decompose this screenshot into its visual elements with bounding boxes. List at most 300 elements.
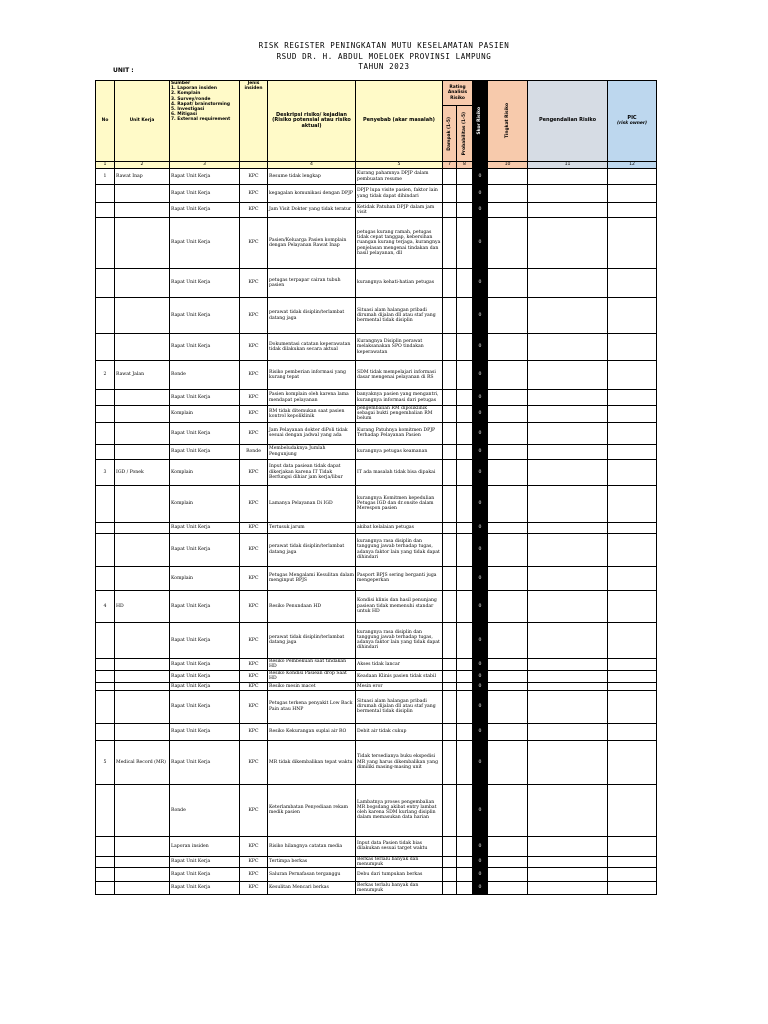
row-unit-kerja [115,334,170,361]
risk-register-table [95,80,657,895]
row-pengendalian [528,723,608,740]
row-probabilitas [457,533,473,566]
row-sumber: Komplain [170,566,240,590]
row-sumber: Rapat Unit Kerja [170,868,240,882]
row-sumber: Rapat Unit Kerja [170,185,240,203]
row-pic [608,682,657,690]
row-no [96,533,115,566]
row-skor: 0 [473,882,488,895]
row-sumber: Rapat Unit Kerja [170,682,240,690]
row-dampak [443,298,457,334]
row-dampak [443,485,457,522]
column-number-cell [240,162,268,169]
row-pic [608,670,657,682]
row-sumber: Ronde [170,361,240,390]
row-tingkat [488,485,528,522]
table-row [96,566,657,590]
row-pic [608,203,657,218]
row-jenis-insiden: KPC [240,740,268,784]
row-pengendalian [528,485,608,522]
row-unit-kerja [115,690,170,723]
row-pengendalian [528,740,608,784]
row-pic [608,444,657,459]
row-jenis-insiden: KPC [240,622,268,658]
row-jenis-insiden: KPC [240,670,268,682]
row-pengendalian [528,522,608,533]
row-sumber: Rapat Unit Kerja [170,658,240,670]
row-tingkat [488,218,528,269]
column-number-cell: 7 [443,162,457,169]
header-skor: Skor Risiko [473,81,488,162]
row-jenis-insiden: KPC [240,566,268,590]
header-jenis-insiden: Jenis insiden [240,81,268,162]
header-rating: Rating Analisis Risiko [443,81,473,106]
row-jenis-insiden: KPC [240,690,268,723]
row-pengendalian [528,361,608,390]
row-sumber: Rapat Unit Kerja [170,533,240,566]
row-unit-kerja [115,658,170,670]
row-sumber: Rapat Unit Kerja [170,422,240,444]
row-tingkat [488,422,528,444]
row-deskripsi: Jam Pelayanan dokter diPoli tidak sesuai dengan jadwal yang ada [268,422,356,444]
row-tingkat [488,566,528,590]
row-pengendalian [528,566,608,590]
row-pengendalian [528,784,608,836]
row-jenis-insiden: KPC [240,218,268,269]
row-dampak [443,784,457,836]
row-sumber: Rapat Unit Kerja [170,298,240,334]
column-number-cell: 4 [268,162,356,169]
row-penyebab: Input data Pasien tidak bias dilakukan sesuai target waktu [356,836,443,856]
row-unit-kerja [115,533,170,566]
row-sumber: Rapat Unit Kerja [170,856,240,867]
row-skor: 0 [473,444,488,459]
row-deskripsi: Membeludaknya Jumlah Pengunjung [268,444,356,459]
row-probabilitas [457,522,473,533]
row-no [96,868,115,882]
row-probabilitas [457,784,473,836]
row-no [96,836,115,856]
row-penyebab: kurangnya Komitmen kepedulian Petugas IGD dan dr.onsite dalam Merespon pasien [356,485,443,522]
row-pengendalian [528,334,608,361]
table-row [96,868,657,882]
row-skor: 0 [473,533,488,566]
row-skor: 0 [473,522,488,533]
row-unit-kerja: Medical Record (MR) [115,740,170,784]
row-pengendalian [528,882,608,895]
table-row [96,533,657,566]
row-dampak [443,590,457,622]
row-jenis-insiden: KPC [240,723,268,740]
row-sumber: Rapat Unit Kerja [170,390,240,406]
row-probabilitas [457,169,473,185]
row-dampak [443,334,457,361]
row-no [96,658,115,670]
row-penyebab: kurangnya petugas keamanan [356,444,443,459]
row-skor: 0 [473,361,488,390]
row-pic [608,522,657,533]
row-skor: 0 [473,622,488,658]
row-pic [608,390,657,406]
row-pengendalian [528,682,608,690]
row-jenis-insiden: KPC [240,533,268,566]
row-pic [608,690,657,723]
row-pengendalian [528,422,608,444]
row-tingkat [488,622,528,658]
row-penyebab: Pasport BPJS sering berganti juga mengeperkan [356,566,443,590]
row-pic [608,422,657,444]
row-pic [608,334,657,361]
row-unit-kerja [115,522,170,533]
row-no [96,334,115,361]
row-skor: 0 [473,269,488,298]
row-unit-kerja: IGD / Ponek [115,459,170,485]
row-unit-kerja [115,723,170,740]
row-no [96,298,115,334]
row-tingkat [488,590,528,622]
row-dampak [443,533,457,566]
row-unit-kerja [115,566,170,590]
row-pengendalian [528,169,608,185]
row-dampak [443,444,457,459]
table-row [96,169,657,185]
row-deskripsi: Resiko mesin macet [268,682,356,690]
row-jenis-insiden: KPC [240,882,268,895]
row-dampak [443,836,457,856]
title-line-1: RISK REGISTER PENINGKATAN MUTU KESELAMATAN PASIEN [258,41,510,50]
row-dampak [443,422,457,444]
row-penyebab: Keadaan Klinis pasien tidak stabil [356,670,443,682]
row-no [96,406,115,423]
row-unit-kerja [115,406,170,423]
row-no [96,690,115,723]
row-sumber: Rapat Unit Kerja [170,269,240,298]
table-row [96,334,657,361]
row-no [96,485,115,522]
row-tingkat [488,740,528,784]
header-sumber: Sumber 1. Laporan insiden 2. Komplain 3. Survey/ronde 4. Rapat/ brainstorming 5. Investigasi 6. Mitigasi 7. External requirement [170,81,240,162]
row-penyebab: Akses tidak lancar [356,658,443,670]
row-unit-kerja: Rawat Inap [115,169,170,185]
table-row [96,269,657,298]
row-probabilitas [457,485,473,522]
row-sumber: Rapat Unit Kerja [170,522,240,533]
row-skor: 0 [473,690,488,723]
row-no [96,784,115,836]
row-no [96,622,115,658]
row-tingkat [488,298,528,334]
row-sumber: Laporan insiden [170,836,240,856]
row-tingkat [488,390,528,406]
table-row [96,882,657,895]
row-no [96,566,115,590]
row-tingkat [488,406,528,423]
row-jenis-insiden: KPC [240,422,268,444]
table-row [96,740,657,784]
row-dampak [443,361,457,390]
row-unit-kerja: HD [115,590,170,622]
row-skor: 0 [473,856,488,867]
row-pic [608,218,657,269]
row-jenis-insiden: Ronde [240,444,268,459]
row-tingkat [488,169,528,185]
row-jenis-insiden: KPC [240,682,268,690]
row-sumber: Komplain [170,406,240,423]
row-dampak [443,622,457,658]
row-unit-kerja [115,444,170,459]
column-number-cell: 3 [170,162,240,169]
row-tingkat [488,459,528,485]
table-row [96,670,657,682]
row-penyebab: kurangnya rasa disiplin dan tanggung jawab terhadap tugas, adanya faktor lain yang tidak dapat dihindari [356,622,443,658]
row-skor: 0 [473,670,488,682]
column-number-row [96,162,657,169]
row-pic [608,169,657,185]
row-skor: 0 [473,868,488,882]
row-deskripsi: Kesulitan Mencari berkas [268,882,356,895]
row-tingkat [488,670,528,682]
row-probabilitas [457,690,473,723]
table-row [96,485,657,522]
row-probabilitas [457,590,473,622]
row-skor: 0 [473,203,488,218]
row-deskripsi: Tertusuk jarum [268,522,356,533]
row-deskripsi: Saluran Pernafasan terganggu [268,868,356,882]
row-no [96,856,115,867]
row-deskripsi: Pasien komplain oleh karena lama mendapat pelayanan [268,390,356,406]
row-unit-kerja [115,670,170,682]
row-unit-kerja [115,218,170,269]
row-pic [608,723,657,740]
table-row [96,406,657,423]
row-tingkat [488,658,528,670]
row-pic [608,740,657,784]
row-penyebab: Lambatnya proses pengembalian MR bogsdang akibat entry lambat oleh karena SDM kurlang disiplin dalam memasukan data harian [356,784,443,836]
row-no: 4 [96,590,115,622]
row-unit-kerja [115,269,170,298]
row-no [96,882,115,895]
row-skor: 0 [473,740,488,784]
row-probabilitas [457,856,473,867]
row-skor: 0 [473,422,488,444]
row-pengendalian [528,444,608,459]
row-no: 2 [96,361,115,390]
row-dampak [443,682,457,690]
row-deskripsi: perawat tidak disiplin/terlambat datang jaga [268,533,356,566]
column-number-cell: 9 [473,162,488,169]
row-penyebab: Tidak tersedianya buku ekspedisi MR yang harus dikembalikan yang dimiliki masing-masing unit [356,740,443,784]
row-sumber: Rapat Unit Kerja [170,690,240,723]
header-penyebab: Penyebab (akar masalah) [356,81,443,162]
row-probabilitas [457,269,473,298]
row-skor: 0 [473,485,488,522]
row-sumber: Ronde [170,784,240,836]
row-deskripsi: Resume tidak lengkap [268,169,356,185]
row-pengendalian [528,868,608,882]
row-pengendalian [528,203,608,218]
row-sumber: Rapat Unit Kerja [170,203,240,218]
row-dampak [443,658,457,670]
row-jenis-insiden: KPC [240,406,268,423]
table-row [96,522,657,533]
row-skor: 0 [473,836,488,856]
row-tingkat [488,334,528,361]
row-unit-kerja [115,868,170,882]
table-row [96,622,657,658]
row-probabilitas [457,658,473,670]
row-deskripsi: perawat tidak disiplin/terlambat datang jaga [268,622,356,658]
row-deskripsi: Jam Visit Dokter yang tidak teratur [268,203,356,218]
row-pic [608,882,657,895]
row-jenis-insiden: KPC [240,169,268,185]
row-penyebab: akibat kelalaian petugas [356,522,443,533]
row-dampak [443,269,457,298]
row-sumber: Rapat Unit Kerja [170,882,240,895]
row-deskripsi: RM tidak ditemukan saat pasien kontrol kepoliklinik [268,406,356,423]
row-skor: 0 [473,406,488,423]
row-jenis-insiden: KPC [240,590,268,622]
table-row [96,836,657,856]
column-number-cell: 12 [608,162,657,169]
row-sumber: Rapat Unit Kerja [170,444,240,459]
row-unit-kerja [115,856,170,867]
row-skor: 0 [473,169,488,185]
row-penyebab: DPJP lupa visite pasien, faktor lain yang tidak dapat dihindari [356,185,443,203]
row-probabilitas [457,882,473,895]
row-probabilitas [457,868,473,882]
row-jenis-insiden: KPC [240,185,268,203]
row-penyebab: Kurang pahamnya DPJP dalam pembuatan resume [356,169,443,185]
row-pic [608,868,657,882]
row-sumber: Rapat Unit Kerja [170,723,240,740]
row-probabilitas [457,203,473,218]
row-pic [608,566,657,590]
row-no [96,218,115,269]
row-tingkat [488,682,528,690]
row-dampak [443,459,457,485]
row-no [96,203,115,218]
row-probabilitas [457,444,473,459]
row-penyebab: Berkas terlalu banyak dan menumpuk [356,882,443,895]
row-dampak [443,218,457,269]
row-dampak [443,856,457,867]
row-no [96,682,115,690]
row-deskripsi: Petugas Mengalami Kesulitan dalam menginput BPJS [268,566,356,590]
row-probabilitas [457,218,473,269]
row-pengendalian [528,856,608,867]
row-penyebab: banyaknya pasien yang mengantri, kurangnya informasi dari petugas [356,390,443,406]
row-no: 1 [96,169,115,185]
row-pic [608,784,657,836]
row-skor: 0 [473,390,488,406]
row-deskripsi: Risiko pemberian informasi yang kurang tepat [268,361,356,390]
table-row [96,784,657,836]
row-skor: 0 [473,658,488,670]
row-deskripsi: Input data pasiean tidak dapat dikerjakan karena IT Tidak Berfungsi dihiar jam kerja/libur [268,459,356,485]
row-jenis-insiden: KPC [240,298,268,334]
table-row [96,690,657,723]
row-probabilitas [457,390,473,406]
row-tingkat [488,882,528,895]
row-tingkat [488,361,528,390]
row-penyebab: Kurang Patuhnya komitmen DPJP Terhadap Pelayanan Pasien [356,422,443,444]
row-jenis-insiden: KPC [240,334,268,361]
row-dampak [443,566,457,590]
row-tingkat [488,522,528,533]
row-jenis-insiden: KPC [240,856,268,867]
row-jenis-insiden: KPC [240,203,268,218]
header-pengendalian: Pengendalian Risiko [528,81,608,162]
row-probabilitas [457,836,473,856]
column-number-cell: 1 [96,162,115,169]
row-probabilitas [457,682,473,690]
row-unit-kerja [115,422,170,444]
header-tingkat: Tingkat Risiko [488,81,528,162]
column-number-cell: 8 [457,162,473,169]
row-pengendalian [528,390,608,406]
row-pic [608,298,657,334]
row-pic [608,590,657,622]
row-no [96,444,115,459]
row-probabilitas [457,740,473,784]
row-dampak [443,690,457,723]
column-number-cell: 2 [115,162,170,169]
row-tingkat [488,784,528,836]
row-jenis-insiden: KPC [240,658,268,670]
row-sumber: Komplain [170,485,240,522]
row-sumber: Komplain [170,459,240,485]
table-row [96,422,657,444]
row-skor: 0 [473,590,488,622]
unit-label: UNIT : [113,67,134,74]
header-pic: PIC (risk owner) [608,81,657,162]
row-deskripsi: Risiko hilangnya catatan media [268,836,356,856]
row-probabilitas [457,185,473,203]
table-row [96,682,657,690]
row-penyebab: pengembalian RM dipoliklinik sebagai bukti pengembalian RM belum [356,406,443,423]
row-dampak [443,390,457,406]
row-dampak [443,169,457,185]
row-deskripsi: Dokumentasi catatan keperawatan tidak dilakukan secara aktual [268,334,356,361]
row-pengendalian [528,269,608,298]
row-dampak [443,882,457,895]
row-dampak [443,522,457,533]
row-no [96,723,115,740]
row-pengendalian [528,459,608,485]
row-unit-kerja [115,185,170,203]
row-pengendalian [528,590,608,622]
row-pengendalian [528,690,608,723]
row-sumber: Rapat Unit Kerja [170,218,240,269]
row-jenis-insiden: KPC [240,836,268,856]
row-tingkat [488,723,528,740]
row-probabilitas [457,334,473,361]
row-pengendalian [528,406,608,423]
row-probabilitas [457,406,473,423]
row-no: 3 [96,459,115,485]
row-sumber: Rapat Unit Kerja [170,670,240,682]
row-pic [608,361,657,390]
row-tingkat [488,836,528,856]
row-tingkat [488,856,528,867]
row-pengendalian [528,218,608,269]
row-tingkat [488,533,528,566]
row-jenis-insiden: KPC [240,269,268,298]
row-probabilitas [457,298,473,334]
row-unit-kerja [115,882,170,895]
row-skor: 0 [473,334,488,361]
row-unit-kerja [115,784,170,836]
